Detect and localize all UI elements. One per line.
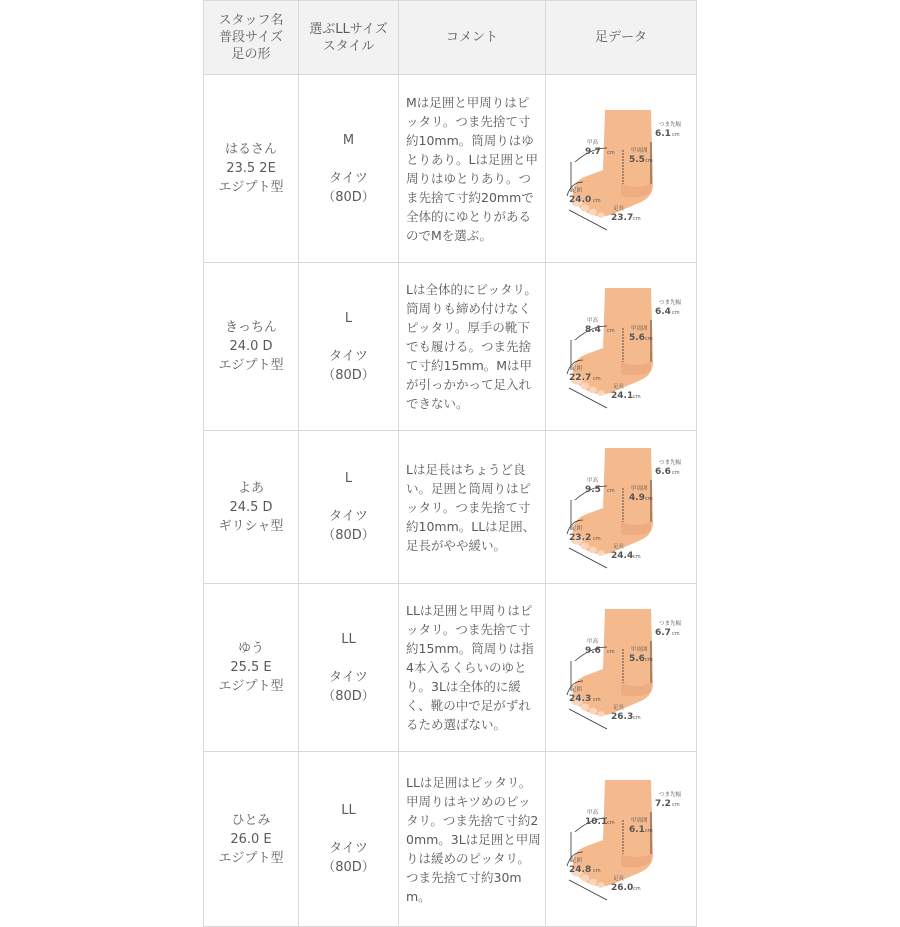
- value-instep-height: 9.7: [585, 146, 601, 157]
- toe-3: [589, 386, 597, 392]
- value-length: 23.7: [611, 212, 634, 223]
- header-style-line: スタイル: [322, 38, 375, 54]
- foot-diagram: [561, 282, 681, 412]
- unit-instep-girth: cm: [645, 496, 653, 502]
- toe-4: [598, 550, 605, 556]
- staff-cell: [204, 75, 299, 263]
- label-ball-girth: 足囲: [571, 526, 583, 532]
- value-instep-girth: 5.5: [629, 154, 645, 165]
- foot-shape: エジプト型: [218, 850, 284, 866]
- foot-diagram: [561, 774, 681, 904]
- staff-name: よあ: [237, 480, 264, 496]
- toe-2: [581, 382, 590, 389]
- spacer: [299, 488, 398, 507]
- header-row: [204, 1, 697, 75]
- unit-ball-girth: cm: [593, 696, 601, 703]
- unit-instep-girth: cm: [645, 656, 653, 663]
- spacer: [299, 150, 398, 169]
- table-body: [204, 75, 697, 927]
- value-instep-girth: 6.1: [629, 825, 645, 835]
- value-toe-width: 6.4: [655, 306, 671, 317]
- header-comment: コメント: [399, 1, 546, 75]
- chosen-size: L: [344, 471, 353, 486]
- value-instep-height: 9.5: [585, 485, 601, 495]
- value-instep-girth: 5.6: [629, 332, 645, 343]
- header-staff: [204, 1, 299, 75]
- comment-cell: Lは足長はちょうど良い。足囲と筒周りはピッタリ。つま先捨て寸約10mm。LLは足囲、足長がやや緩い。: [399, 431, 546, 584]
- value-ball-girth: 23.2: [569, 533, 592, 543]
- size-cell: [299, 431, 399, 584]
- table-row: [204, 75, 697, 263]
- value-ball-girth: 24.3: [569, 693, 592, 704]
- foot-data-cell: [546, 75, 697, 263]
- usual-size: 26.0 E: [230, 831, 272, 847]
- label-ball-girth: 足囲: [571, 686, 583, 693]
- foot-data-cell: [546, 431, 697, 584]
- toe-4: [598, 882, 605, 888]
- table-row: [204, 431, 697, 584]
- value-toe-width: 6.7: [655, 627, 671, 638]
- foot-diagram: [561, 104, 681, 234]
- unit-instep-girth: cm: [645, 828, 653, 834]
- chosen-size: L: [344, 310, 353, 326]
- denier: （80D）: [322, 860, 375, 875]
- value-instep-girth: 5.6: [629, 653, 645, 664]
- label-toe-width: つま先幅: [659, 792, 681, 798]
- comment-cell: LLは足囲と甲周りはピッタリ。つま先捨て寸約15mm。筒周りは指4本入るくらいのゆとり。3Lは全体的に緩く、靴の中で足がずれるため選ばない。: [399, 584, 546, 752]
- header-foot-data: 足データ: [546, 1, 697, 75]
- label-instep-girth: 甲周囲: [631, 646, 648, 653]
- label-instep-girth: 甲周囲: [631, 486, 648, 492]
- unit-instep-height: cm: [607, 149, 615, 156]
- toe-2: [581, 204, 590, 211]
- denier: （80D）: [322, 367, 375, 383]
- spacer: [299, 820, 398, 839]
- toe-2: [581, 703, 590, 710]
- header-foot-shape-line: 足の形: [231, 47, 271, 62]
- value-ball-girth: 22.7: [569, 372, 592, 383]
- unit-toe-width: cm: [672, 131, 680, 138]
- unit-toe-width: cm: [672, 630, 680, 637]
- unit-instep-girth: cm: [645, 335, 653, 342]
- header-staff-line: スタッフ名: [218, 13, 284, 28]
- foot-data-cell: [546, 752, 697, 927]
- unit-toe-width: cm: [672, 470, 680, 476]
- label-ball-girth: 足囲: [571, 858, 583, 864]
- toe-3: [589, 208, 597, 214]
- staff-cell: [204, 263, 299, 431]
- value-instep-height: 8.4: [585, 324, 601, 335]
- value-toe-width: 6.6: [655, 467, 671, 477]
- chosen-size: M: [342, 132, 355, 148]
- size-cell: [299, 752, 399, 927]
- size-cell: [299, 263, 399, 431]
- label-length: 足長: [613, 544, 625, 550]
- spacer: [299, 649, 398, 668]
- header-size: [299, 1, 399, 75]
- header-chosen-size-line: 選ぶLLサイズ: [309, 21, 388, 37]
- unit-length: cm: [633, 554, 641, 560]
- value-length: 24.4: [611, 551, 634, 561]
- unit-instep-height: cm: [607, 648, 615, 655]
- unit-instep-height: cm: [607, 488, 615, 494]
- foot-data-cell: [546, 584, 697, 752]
- label-instep-girth: 甲周囲: [631, 147, 648, 154]
- toe-3: [589, 547, 597, 553]
- unit-instep-girth: cm: [645, 157, 653, 164]
- toe-4: [598, 711, 605, 717]
- table-row: [204, 752, 697, 927]
- usual-size: 24.5 D: [229, 499, 273, 515]
- comment-cell: LLは足囲はピッタリ。甲周りはキツめのピッタリ。つま先捨て寸約20mm。3Lは足囲と甲周りは緩めのピッタリ。つま先捨て寸約30mm。: [399, 752, 546, 927]
- unit-length: cm: [633, 886, 641, 892]
- foot-data-cell: [546, 263, 697, 431]
- size-comparison-sheet: [203, 0, 696, 904]
- label-length: 足長: [613, 704, 625, 711]
- unit-length: cm: [633, 215, 641, 222]
- label-length: 足長: [613, 383, 625, 390]
- style: タイツ: [329, 509, 368, 524]
- unit-length: cm: [633, 714, 641, 721]
- usual-size: 24.0 D: [229, 339, 273, 354]
- label-toe-width: つま先幅: [659, 121, 681, 128]
- staff-cell: [204, 431, 299, 584]
- label-toe-width: つま先幅: [659, 299, 681, 306]
- style: タイツ: [329, 170, 368, 186]
- value-ball-girth: 24.0: [569, 194, 592, 205]
- chosen-size: LL: [341, 803, 356, 818]
- staff-cell: [204, 752, 299, 927]
- value-instep-girth: 4.9: [629, 493, 645, 503]
- chosen-size: LL: [341, 631, 356, 647]
- toe-4: [598, 390, 605, 396]
- unit-ball-girth: cm: [593, 197, 601, 204]
- spacer: [299, 328, 398, 347]
- unit-instep-height: cm: [607, 327, 615, 334]
- unit-instep-height: cm: [607, 820, 615, 826]
- size-cell: [299, 75, 399, 263]
- staff-cell: [204, 584, 299, 752]
- unit-toe-width: cm: [672, 802, 680, 808]
- unit-ball-girth: cm: [593, 868, 601, 874]
- label-ball-girth: 足囲: [571, 365, 583, 372]
- value-ball-girth: 24.8: [569, 865, 592, 875]
- fit-table: [203, 0, 697, 927]
- toe-3: [589, 707, 597, 713]
- value-length: 26.3: [611, 711, 634, 722]
- usual-size: 23.5 2E: [226, 161, 276, 176]
- unit-toe-width: cm: [672, 309, 680, 316]
- foot-shape: エジプト型: [218, 358, 284, 373]
- label-instep-height: 甲高: [587, 317, 599, 324]
- style: タイツ: [329, 669, 368, 685]
- table-row: [204, 263, 697, 431]
- denier: （80D）: [322, 528, 375, 543]
- staff-name: きっちん: [224, 320, 277, 335]
- denier: （80D）: [322, 688, 375, 704]
- comment-cell: Mは足囲と甲周りはピッタリ。つま先捨て寸約10mm。筒周りはゆとりあり。Lは足囲と甲周りはゆとりあり。つま先捨て寸約20mmで全体的にゆとりがあるのでMを選ぶ。: [399, 75, 546, 263]
- foot-diagram: [561, 442, 681, 572]
- foot-shape: ギリシャ型: [218, 518, 284, 534]
- label-toe-width: つま先幅: [659, 620, 681, 627]
- value-length: 24.1: [611, 390, 634, 401]
- style: タイツ: [329, 348, 368, 364]
- label-ball-girth: 足囲: [571, 187, 583, 194]
- usual-size: 25.5 E: [230, 660, 272, 675]
- denier: （80D）: [322, 189, 375, 205]
- foot-shape: エジプト型: [218, 180, 284, 195]
- value-instep-height: 10.1: [585, 817, 608, 827]
- value-length: 26.0: [611, 883, 634, 893]
- table-row: [204, 584, 697, 752]
- value-toe-width: 6.1: [655, 128, 671, 139]
- foot-shape: エジプト型: [218, 679, 284, 694]
- toe-2: [581, 543, 590, 550]
- label-instep-girth: 甲周囲: [631, 818, 648, 824]
- toe-4: [598, 212, 605, 218]
- value-toe-width: 7.2: [655, 799, 671, 809]
- staff-name: はるさん: [224, 142, 277, 157]
- toe-3: [589, 879, 597, 885]
- staff-name: ゆう: [237, 641, 264, 656]
- unit-ball-girth: cm: [593, 536, 601, 542]
- label-instep-height: 甲高: [587, 638, 599, 645]
- label-length: 足長: [613, 205, 625, 212]
- staff-name: ひとみ: [231, 812, 271, 828]
- label-toe-width: つま先幅: [659, 460, 681, 466]
- unit-ball-girth: cm: [593, 375, 601, 382]
- header-usual-size-line: 普段サイズ: [219, 30, 283, 45]
- label-length: 足長: [613, 876, 625, 882]
- unit-length: cm: [633, 393, 641, 400]
- foot-diagram: [561, 603, 681, 733]
- value-instep-height: 9.6: [585, 645, 601, 656]
- label-instep-height: 甲高: [587, 478, 599, 484]
- comment-cell: Lは全体的にピッタリ。筒周りも締め付けなくピッタリ。厚手の靴下でも履ける。つま先捨て寸約15mm。Mは甲が引っかかって足入れできない。: [399, 263, 546, 431]
- toe-2: [581, 875, 590, 882]
- label-instep-girth: 甲周囲: [631, 325, 648, 332]
- size-cell: [299, 584, 399, 752]
- style: タイツ: [329, 841, 368, 856]
- label-instep-height: 甲高: [587, 810, 599, 816]
- label-instep-height: 甲高: [587, 139, 599, 146]
